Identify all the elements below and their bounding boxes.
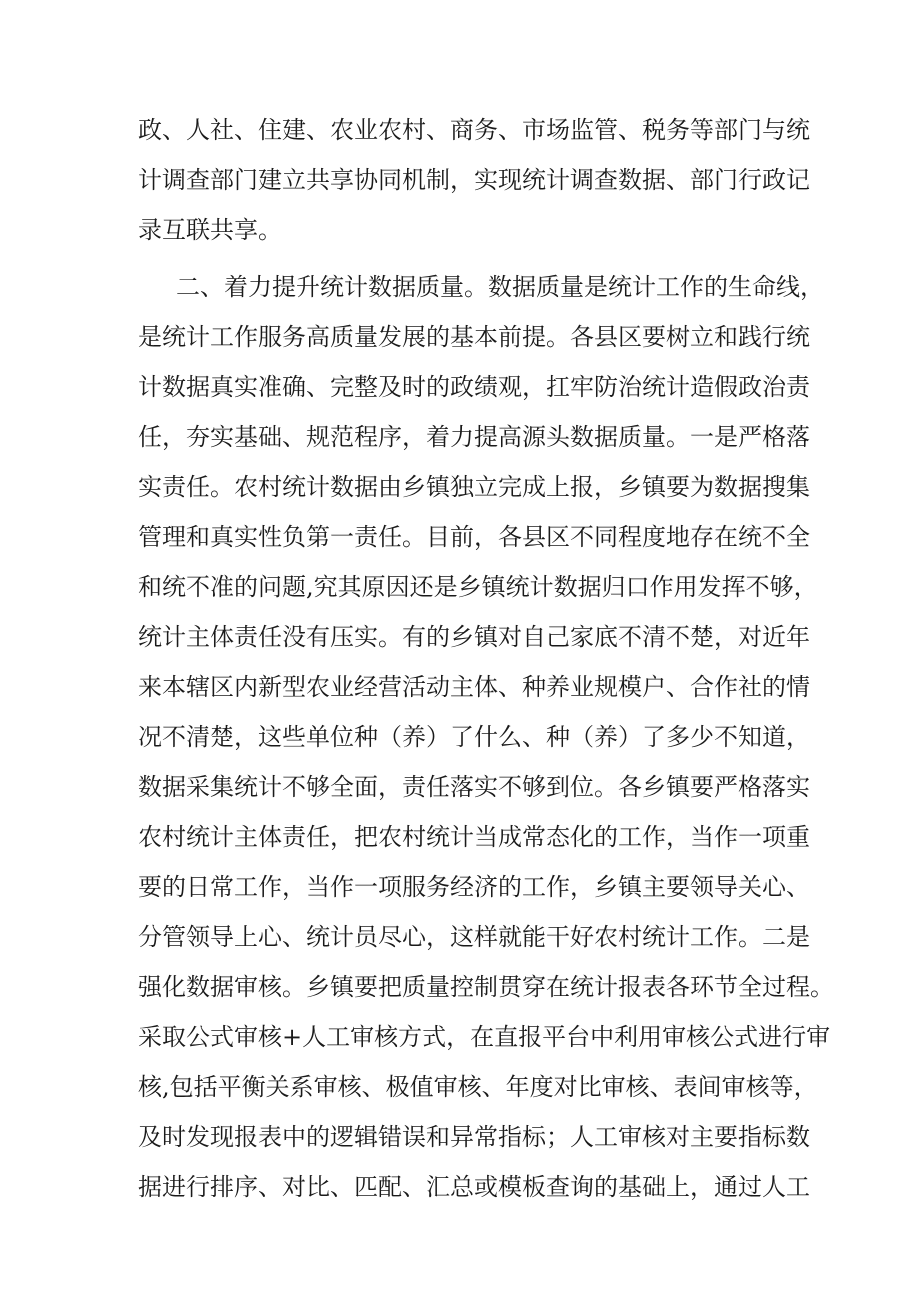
text-line-10: 和统不准的问题,究其原因还是乡镇统计数据归口作用发挥不够，	[138, 573, 818, 601]
text-line-19: 采取公式审核+人工审核方式，在直报平台中利用审核公式进行审	[138, 1023, 831, 1051]
text-line-1: 政、人社、住建、农业农村、商务、市场监管、税务等部门与统	[138, 116, 810, 144]
text-line-3: 录互联共享。	[138, 216, 282, 244]
text-line-22: 据进行排序、对比、匹配、汇总或模板查询的基础上，通过人工	[138, 1173, 810, 1201]
text-line-21: 及时发现报表中的逻辑错误和异常指标；人工审核对主要指标数	[138, 1123, 810, 1151]
text-line-13: 况不清楚，这些单位种（养）了什么、种（养）了多少不知道，	[138, 723, 810, 751]
text-line-6: 计数据真实准确、完整及时的政绩观，扛牢防治统计造假政治责	[138, 373, 810, 401]
text-line-17: 分管领导上心、统计员尽心，这样就能干好农村统计工作。二是	[138, 923, 810, 951]
text-line-2: 计调查部门建立共享协同机制，实现统计调查数据、部门行政记	[138, 166, 810, 194]
text-line-14: 数据采集统计不够全面，责任落实不够到位。各乡镇要严格落实	[138, 773, 810, 801]
text-line-18: 强化数据审核。乡镇要把质量控制贯穿在统计报表各环节全过程。	[138, 973, 834, 1001]
text-line-4: 二、着力提升统计数据质量。数据质量是统计工作的生命线，	[176, 273, 824, 301]
text-line-11: 统计主体责任没有压实。有的乡镇对自己家底不清不楚，对近年	[138, 623, 810, 651]
text-line-9: 管理和真实性负第一责任。目前，各县区不同程度地存在统不全	[138, 523, 810, 551]
text-line-20: 核,包括平衡关系审核、极值审核、年度对比审核、表间审核等，	[138, 1073, 818, 1101]
text-line-16: 要的日常工作，当作一项服务经济的工作，乡镇主要领导关心、	[138, 873, 810, 901]
text-line-15: 农村统计主体责任，把农村统计当成常态化的工作，当作一项重	[138, 823, 810, 851]
text-line-8: 实责任。农村统计数据由乡镇独立完成上报，乡镇要为数据搜集	[138, 473, 810, 501]
text-line-7: 任，夯实基础、规范程序，着力提高源头数据质量。一是严格落	[138, 423, 810, 451]
text-line-5: 是统计工作服务高质量发展的基本前提。各县区要树立和践行统	[138, 323, 810, 351]
text-line-12: 来本辖区内新型农业经营活动主体、种养业规模户、合作社的情	[138, 673, 810, 701]
